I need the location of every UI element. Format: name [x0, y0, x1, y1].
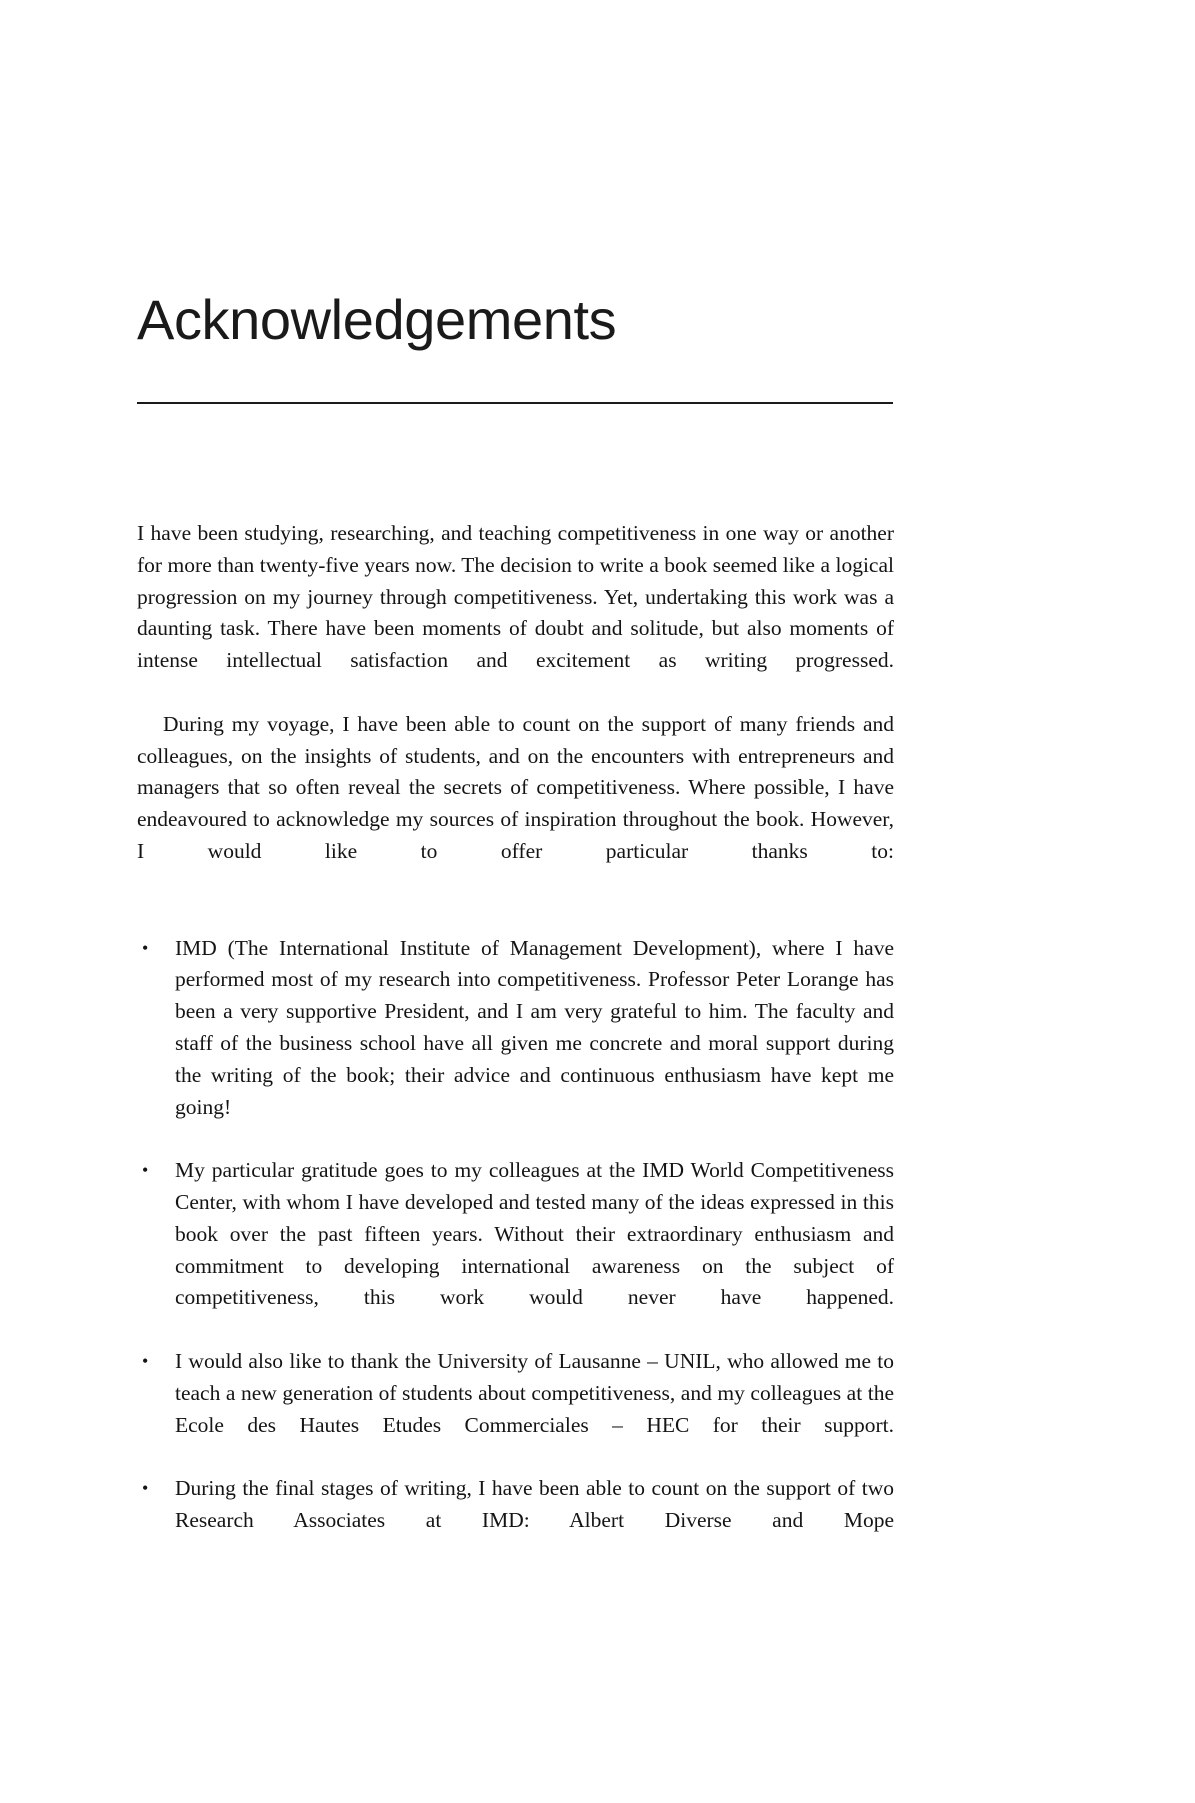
list-item [137, 1346, 894, 1473]
list-item-text: IMD (The International Institute of Management Development), where I have performed most of my research into competitiveness. Professor Peter Lorange has been a very supportive President, and I am very grateful to him. The faculty and staff of the business school have all given me concrete and moral support during the writing of the book; their advice and continuous enthusiasm have kept me going! [175, 935, 894, 1119]
title-divider-rule [137, 402, 893, 404]
wiley-rights-watermark [1178, 0, 1189, 36]
acknowledgements-list [137, 933, 894, 1569]
list-item-text: I would also like to thank the University of Lausanne – UNIL, who allowed me to teach a new generation of students about competitiveness, and my colleagues at the Ecole des Hautes Etudes Commerciales – HEC for their support. [175, 1348, 894, 1437]
page-title: Acknowledgements [137, 288, 617, 351]
list-item-text: My particular gratitude goes to my colleagues at the IMD World Competitiveness Center, with whom I have developed and tested many of the ideas expressed in this book over the past fifteen years. Without their extraordinary enthusiasm and commitment to developing international awareness on the subject of competitiveness, this work would never have happened. [175, 1158, 894, 1310]
body-content [137, 518, 894, 1569]
bullet-icon: • [142, 1160, 149, 1181]
list-item [137, 933, 894, 1156]
bullet-icon: • [142, 1350, 149, 1371]
body-paragraph: I have been studying, researching, and teaching competitiveness in one way or another for more than twenty-five years now. The decision to write a book seemed like a logical progression on my journey through competitiveness. Yet, undertaking this work was a daunting task. There have been moments of doubt and solitude, but also moments of intense intellectual satisfaction and excitement as writing progressed. [137, 521, 894, 673]
list-item [137, 1155, 894, 1346]
list-item-text: During the final stages of writing, I have been able to count on the support of two Research Associates at IMD: Albert Diverse and Mope [175, 1476, 894, 1532]
list-item [137, 1473, 894, 1568]
chapter-heading-block [137, 290, 893, 404]
bullet-icon: • [142, 937, 149, 958]
bullet-icon: • [142, 1478, 149, 1499]
body-paragraph: During my voyage, I have been able to count on the support of many friends and colleagues, on the insights of students, and on the encounters with entrepreneurs and managers that so often reveal the secrets of competitiveness. Where possible, I have endeavoured to acknowledge my sources of inspiration throughout the book. However, I would like to offer particular thanks to: [137, 711, 894, 863]
